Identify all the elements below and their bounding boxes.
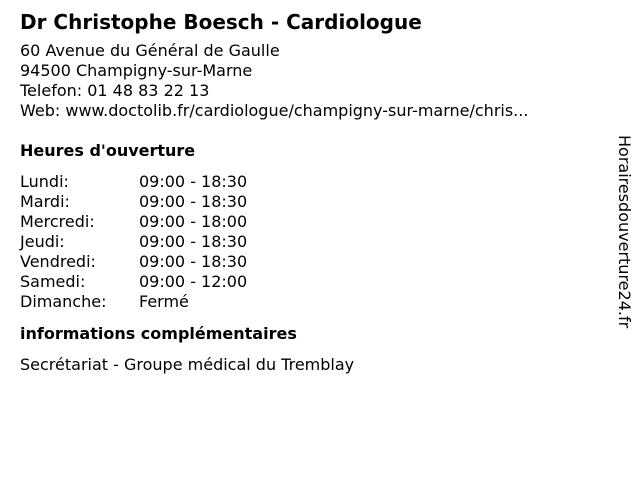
hours-row-monday	[20, 172, 610, 192]
hours-day: Vendredi:	[20, 252, 96, 271]
hours-day: Dimanche:	[20, 292, 107, 311]
hours-time: 09:00 - 18:30	[139, 252, 248, 271]
hours-day: Mercredi:	[20, 212, 95, 231]
practice-card	[20, 9, 610, 375]
hours-time: 09:00 - 18:30	[139, 232, 248, 251]
hours-row-saturday	[20, 272, 610, 292]
practice-title: Dr Christophe Boesch - Cardiologue	[20, 10, 422, 34]
hours-row-wednesday	[20, 212, 610, 232]
address-city: 94500 Champigny-sur-Marne	[20, 61, 253, 80]
opening-hours-table	[20, 172, 610, 312]
site-watermark-text: Horairesdouverture24.fr	[615, 135, 634, 329]
hours-time: 09:00 - 18:00	[139, 212, 248, 231]
hours-time: 09:00 - 18:30	[139, 172, 248, 191]
hours-time: 09:00 - 12:00	[139, 272, 248, 291]
hours-day: Samedi:	[20, 272, 86, 291]
additional-info-title: informations complémentaires	[20, 324, 297, 343]
hours-day: Jeudi:	[20, 232, 65, 251]
hours-day: Mardi:	[20, 192, 70, 211]
hours-time: 09:00 - 18:30	[139, 192, 248, 211]
website-link[interactable]: Web: www.doctolib.fr/cardiologue/champigny-sur-marne/chris...	[20, 101, 529, 120]
hours-row-tuesday	[20, 192, 610, 212]
hours-day: Lundi:	[20, 172, 69, 191]
additional-info-text: Secrétariat - Groupe médical du Tremblay	[20, 355, 355, 374]
hours-row-friday	[20, 252, 610, 272]
hours-row-thursday	[20, 232, 610, 252]
hours-row-sunday	[20, 292, 610, 312]
address-street: 60 Avenue du Général de Gaulle	[20, 41, 280, 60]
contact-block	[20, 41, 610, 121]
phone-number[interactable]: Telefon: 01 48 83 22 13	[20, 81, 210, 100]
hours-time: Fermé	[139, 292, 189, 311]
opening-hours-title: Heures d'ouverture	[20, 141, 196, 160]
